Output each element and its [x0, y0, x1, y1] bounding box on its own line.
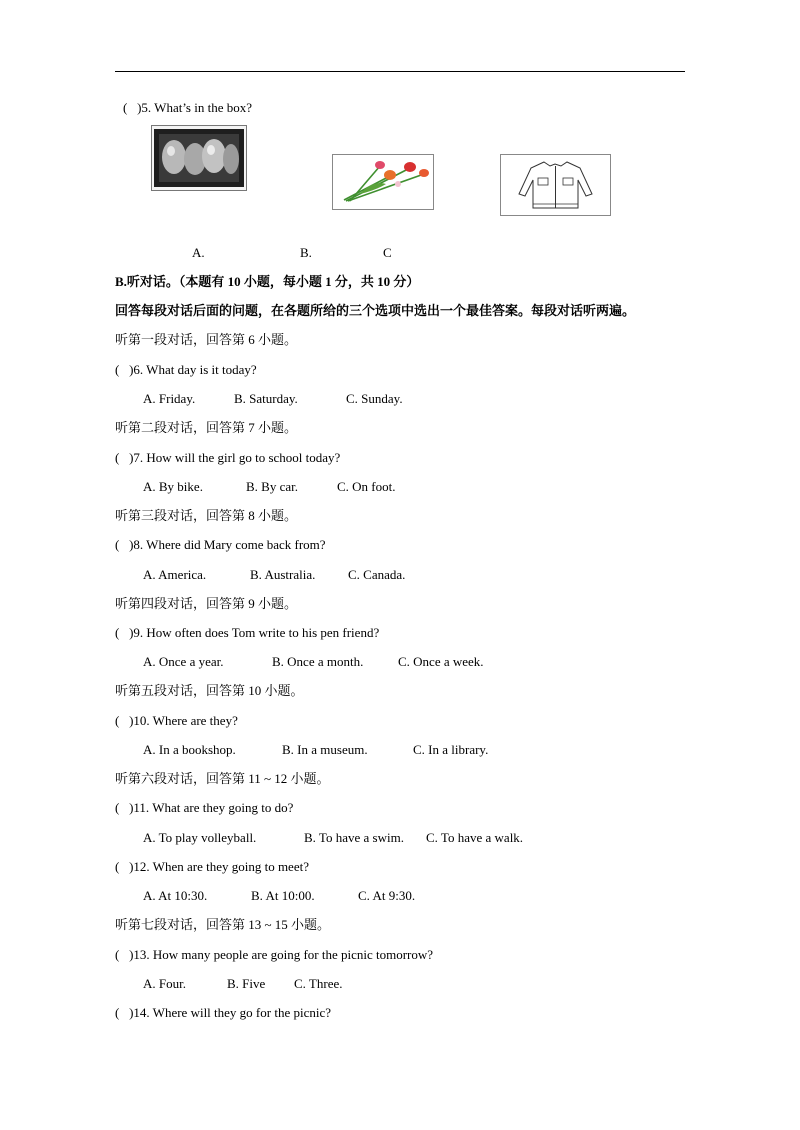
question-7: ( )7. How will the girl go to school today?: [115, 450, 341, 465]
option-b: B. Once a month.: [272, 654, 364, 669]
option-b: B. To have a swim.: [304, 830, 404, 845]
section-b-instruction: 回答每段对话后面的问题，在各题所给的三个选项中选出一个最佳答案。每段对话听两遍。: [115, 303, 636, 318]
dialogue-heading: 听第一段对话，回答第 6 小题。: [115, 332, 298, 347]
question-9: ( )9. How often does Tom write to his pen friend?: [115, 625, 380, 640]
option-b: B. Five: [227, 976, 266, 991]
option-a: A. To play volleyball.: [143, 830, 257, 845]
q5-option-a: A.: [192, 245, 205, 260]
option-b: B. At 10:00.: [251, 888, 315, 903]
jacket-icon: [500, 154, 611, 216]
question-10: ( )10. Where are they?: [115, 713, 238, 728]
option-c: C. On foot.: [337, 479, 396, 494]
question-13: ( )13. How many people are going for the picnic tomorrow?: [115, 947, 434, 962]
option-a: A. America.: [143, 567, 207, 582]
option-b: B. In a museum.: [282, 742, 368, 757]
question-6: ( )6. What day is it today?: [115, 362, 257, 377]
dialogue-heading: 听第二段对话，回答第 7 小题。: [115, 420, 298, 435]
dialogue-heading: 听第七段对话，回答第 13 ~ 15 小题。: [115, 917, 331, 932]
option-b: B. Saturday.: [234, 391, 298, 406]
header-rule: [115, 71, 685, 72]
question-8: ( )8. Where did Mary come back from?: [115, 537, 326, 552]
section-b-title: B.听对话。（本题有 10 小题，每小题 1 分，共 10 分）: [115, 274, 420, 289]
option-b: B. Australia.: [250, 567, 316, 582]
question-14: ( )14. Where will they go for the picnic?: [115, 1005, 331, 1020]
flowers-icon: [332, 154, 434, 210]
q5-option-c: C: [383, 245, 392, 260]
option-a: A. At 10:30.: [143, 888, 208, 903]
option-b: B. By car.: [246, 479, 298, 494]
option-c: C. Canada.: [348, 567, 406, 582]
dialogue-heading: 听第六段对话，回答第 11 ~ 12 小题。: [115, 771, 330, 786]
option-a: A. Once a year.: [143, 654, 224, 669]
q5-option-b: B.: [300, 245, 312, 260]
option-c: C. Sunday.: [346, 391, 403, 406]
pears-photo-icon: [151, 125, 247, 191]
option-c: C. At 9:30.: [358, 888, 416, 903]
question-5: ( )5. What’s in the box?: [123, 100, 253, 115]
dialogue-heading: 听第五段对话，回答第 10 小题。: [115, 683, 304, 698]
question-11: ( )11. What are they going to do?: [115, 800, 294, 815]
option-a: A. Friday.: [143, 391, 196, 406]
option-c: C. Three.: [294, 976, 343, 991]
question-12: ( )12. When are they going to meet?: [115, 859, 309, 874]
dialogue-heading: 听第三段对话，回答第 8 小题。: [115, 508, 298, 523]
option-a: A. Four.: [143, 976, 186, 991]
option-a: A. In a bookshop.: [143, 742, 236, 757]
option-c: C. Once a week.: [398, 654, 484, 669]
option-a: A. By bike.: [143, 479, 203, 494]
option-c: C. To have a walk.: [426, 830, 524, 845]
option-c: C. In a library.: [413, 742, 489, 757]
dialogue-heading: 听第四段对话，回答第 9 小题。: [115, 596, 298, 611]
